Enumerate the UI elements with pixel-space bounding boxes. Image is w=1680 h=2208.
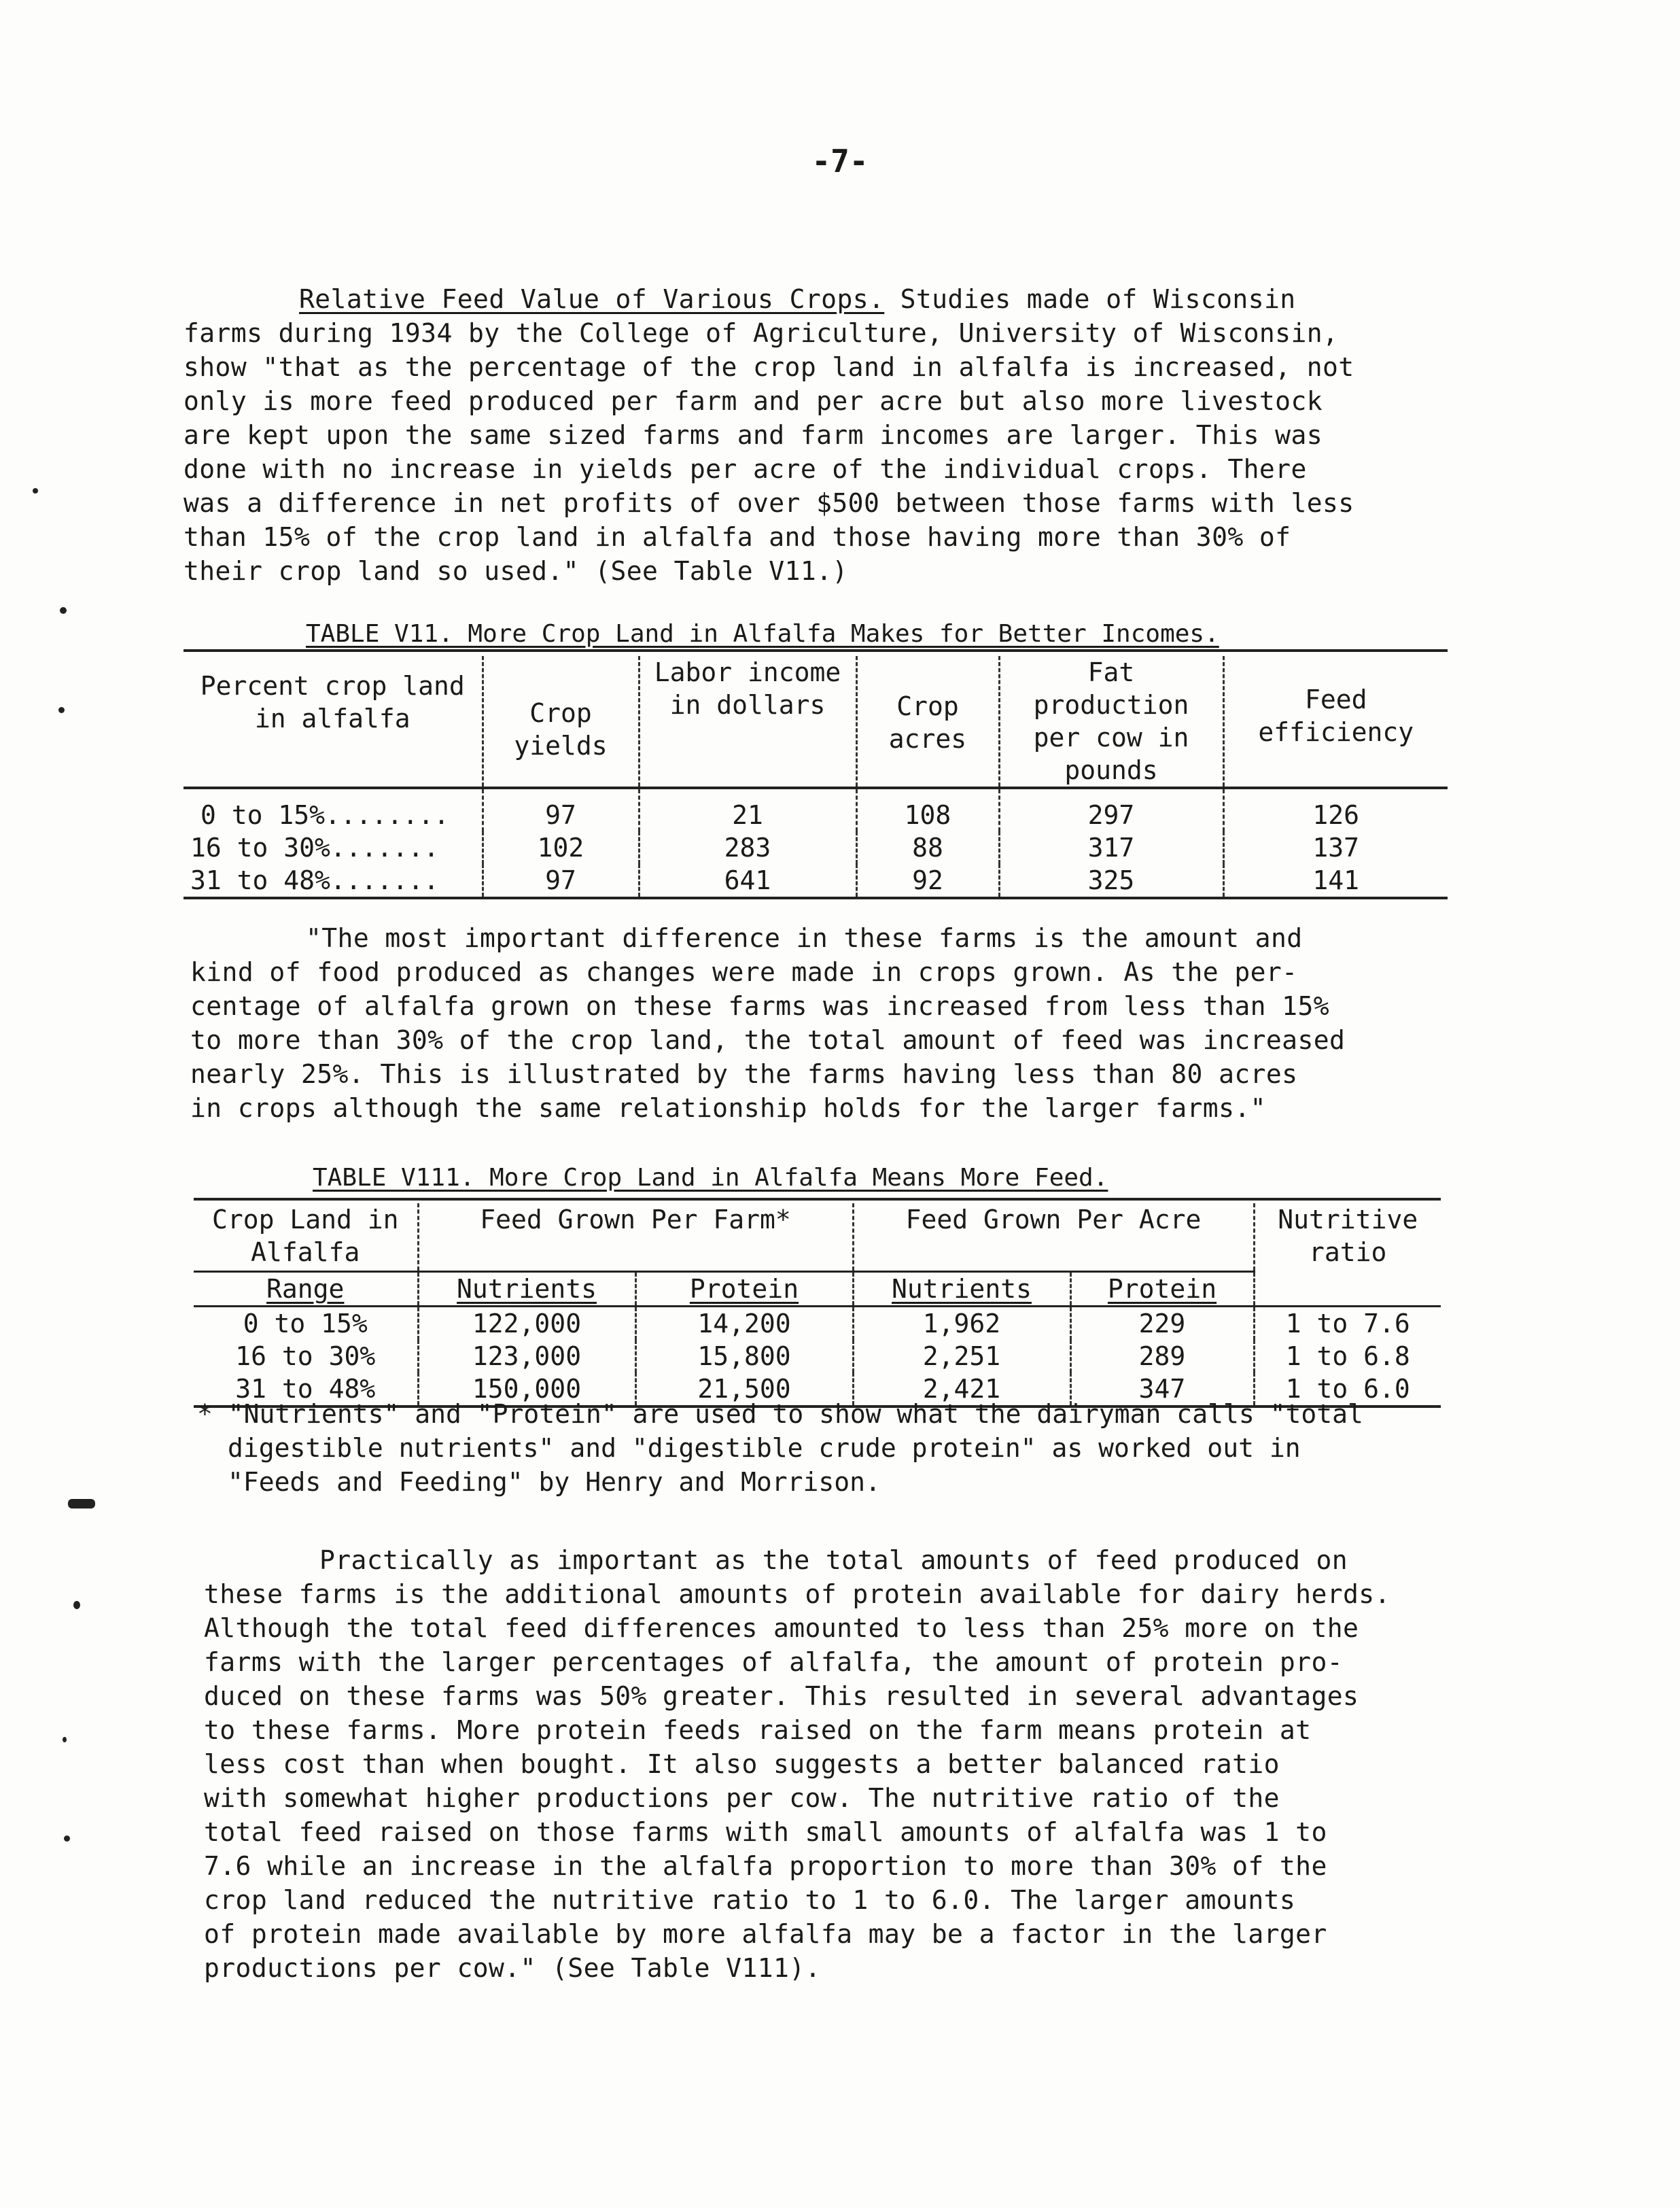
table-7-header-acres: Crop acres [856,656,999,788]
table-7-top-rule [183,649,1448,652]
section-heading: Relative Feed Value of Various Crops. [299,284,885,314]
paragraph-protein-advantages [204,1543,1390,1985]
paragraph-line: in crops although the same relationship holds for the larger farms." [190,1093,1266,1123]
table-8-header-per-farm: Feed Grown Per Farm* [418,1203,853,1271]
table-8-subheader-acre-protein: Protein [1070,1271,1254,1306]
paragraph-line: kind of food produced as changes were made in crops grown. As the per- [190,957,1298,987]
table-8-top-rule [194,1198,1441,1201]
paragraph-line: farms with the larger percentages of alfalfa, the amount of protein pro- [204,1647,1344,1677]
paragraph-line: these farms is the additional amounts of protein available for dairy herds. [204,1579,1390,1609]
margin-speck [64,1835,70,1842]
paragraph-line: 7.6 while an increase in the alfalfa proportion to more than 30% of the [204,1851,1327,1881]
paragraph-line: Practically as important as the total amounts of feed produced on [319,1545,1348,1575]
footnote-line: digestible nutrients" and "digestible crude protein" as worked out in [228,1433,1301,1463]
table-row: 16 to 30%....... 102 283 88 317 137 [183,831,1448,864]
table-7-header-yields: Crop yields [483,656,639,788]
margin-speck [60,607,67,614]
paragraph-line: centage of alfalfa grown on these farms was increased from less than 15% [190,991,1330,1021]
footnote-line: "Feeds and Feeding" by Henry and Morrison. [228,1467,881,1497]
table-row: 31 to 48% 150,000 21,500 2,421 347 1 to 6.0 [194,1373,1441,1407]
paragraph-line: are kept upon the same sized farms and farm incomes are larger. This was [183,420,1323,450]
paragraph-line: to more than 30% of the crop land, the total amount of feed was increased [190,1025,1346,1055]
table-7-header-labor: Labor income in dollars [639,656,856,788]
table-row: 0 to 15%........ 97 21 108 297 126 [183,788,1448,831]
paragraph-line: farms during 1934 by the College of Agriculture, University of Wisconsin, [183,318,1339,348]
table-8-header-ratio: Nutritive ratio [1254,1203,1441,1306]
table-8-subheader-acre-nutrients: Nutrients [853,1271,1070,1306]
table-8-subheader-farm-nutrients: Nutrients [418,1271,635,1306]
paragraph-quote-differences [190,921,1345,1125]
table-8-footnote [197,1397,1363,1499]
paragraph-line: less cost than when bought. It also suggests a better balanced ratio [204,1749,1280,1779]
table-row: 31 to 48%....... 97 641 92 325 141 [183,864,1448,898]
table-8-subheader-range: Range [266,1273,345,1304]
paragraph-line: only is more feed produced per farm and per acre but also more livestock [183,386,1323,416]
table-7-header-feed: Feed efficiency [1223,656,1448,788]
paragraph-line: Although the total feed differences amounted to less than 25% more on the [204,1613,1359,1643]
margin-speck [58,707,65,713]
table-8-subheader-farm-protein: Protein [635,1271,853,1306]
table-7-caption: TABLE V11. More Crop Land in Alfalfa Makes for Better Incomes. [306,620,1219,648]
paragraph-line: of protein made available by more alfalfa may be a factor in the larger [204,1919,1327,1949]
paragraph-line: total feed raised on those farms with small amounts of alfalfa was 1 to [204,1817,1327,1847]
paragraph-line: to these farms. More protein feeds raised on the farm means protein at [204,1715,1312,1745]
paragraph-line: show "that as the percentage of the crop land in alfalfa is increased, not [183,352,1354,382]
paragraph-line: with somewhat higher productions per cow. The nutritive ratio of the [204,1783,1280,1813]
paragraph-line: nearly 25%. This is illustrated by the farms having less than 80 acres [190,1059,1298,1089]
table-row: 16 to 30% 123,000 15,800 2,251 289 1 to 6.8 [194,1340,1441,1373]
margin-speck [68,1499,95,1508]
table-7-header-percent: Percent crop land in alfalfa [200,671,465,734]
paragraph-line: than 15% of the crop land in alfalfa and those having more than 30% of [183,522,1291,552]
paragraph-relative-feed-value [183,282,1354,588]
paragraph-line: crop land reduced the nutritive ratio to 1 to 6.0. The larger amounts [204,1885,1296,1915]
paragraph-line: was a difference in net profits of over $500 between those farms with less [183,488,1354,518]
table-8-header-crop-land: Crop Land in Alfalfa [211,1205,399,1267]
paragraph-line: productions per cow." (See Table V111). [204,1953,821,1983]
paragraph-line: Relative Feed Value of Various Crops. Studies made of Wisconsin [299,284,1296,314]
footnote-line: * "Nutrients" and "Protein" are used to show what the dairyman calls "total [197,1399,1363,1429]
paragraph-line: duced on these farms was 50% greater. This resulted in several advantages [204,1681,1359,1711]
table-8-header-per-acre: Feed Grown Per Acre [853,1203,1254,1271]
margin-speck [33,488,38,494]
page-number: -7- [811,143,869,179]
paragraph-line: done with no increase in yields per acre of the individual crops. There [183,454,1307,484]
table-8-caption: TABLE V111. More Crop Land in Alfalfa Means More Feed. [313,1164,1108,1192]
table-7-header-fat: Fat production per cow in pounds [999,656,1223,788]
table-7 [183,656,1448,899]
table-8 [194,1203,1441,1408]
margin-speck [73,1601,80,1609]
margin-speck [63,1737,67,1742]
paragraph-line: "The most important difference in these farms is the amount and [306,923,1303,953]
table-row: 0 to 15% 122,000 14,200 1,962 229 1 to 7.6 [194,1306,1441,1340]
paragraph-line: their crop land so used." (See Table V11.) [183,556,848,586]
